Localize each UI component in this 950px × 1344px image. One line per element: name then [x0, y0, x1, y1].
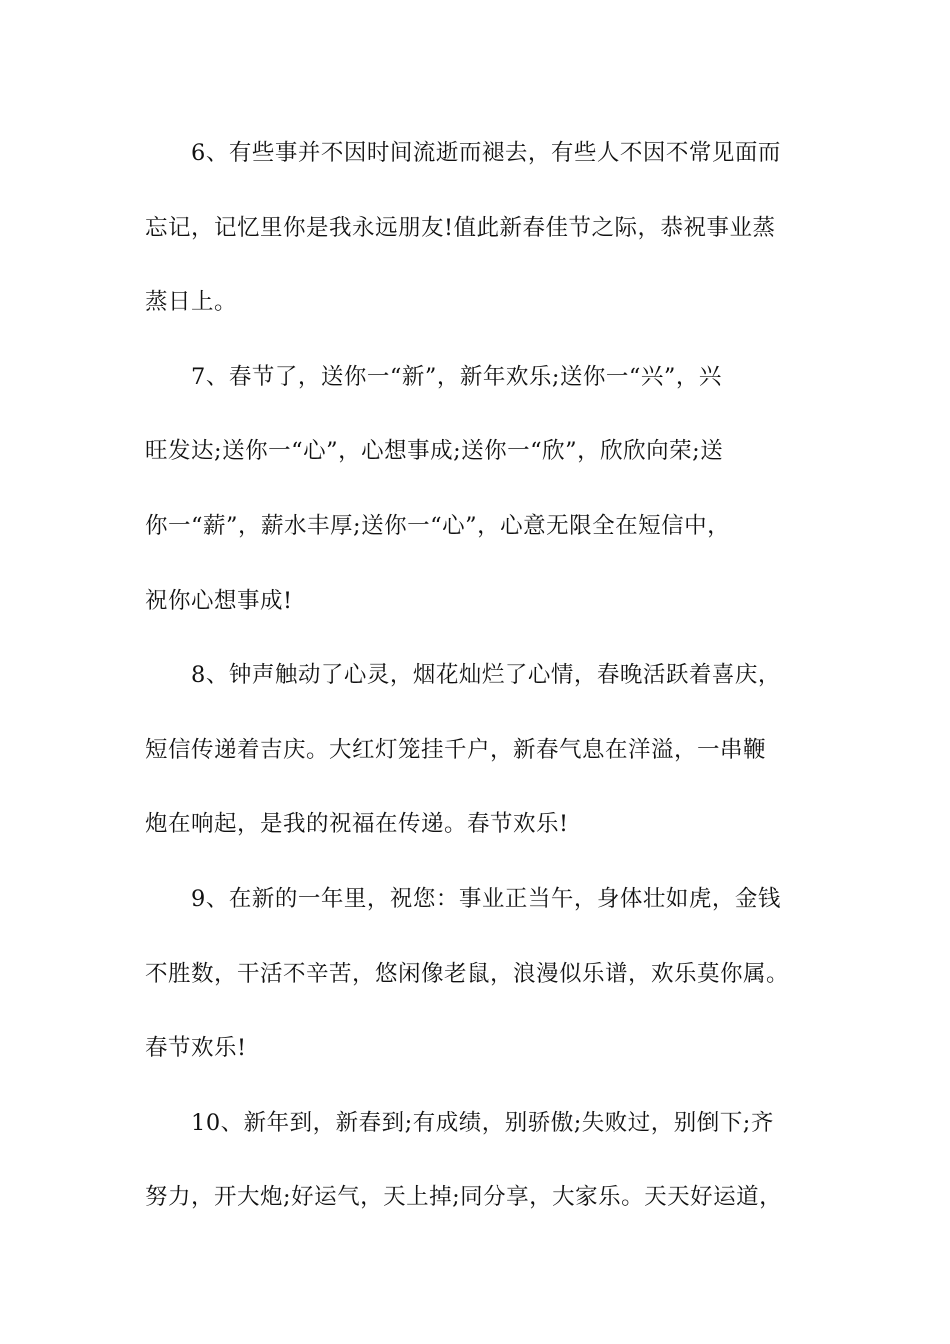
text-line: 6、有些事并不因时间流逝而褪去，有些人不因不常见面而 — [191, 140, 781, 166]
paragraph-10 — [145, 1086, 835, 1235]
text-line: 努力，开大炮;好运气，天上掉;同分享，大家乐。天天好运道， — [145, 1184, 783, 1211]
paragraph-6 — [145, 116, 835, 340]
paragraph-7 — [145, 340, 835, 638]
text-line: 祝你心想事成! — [145, 587, 293, 614]
text-line: 忘记，记忆里你是我永远朋友!值此新春佳节之际，恭祝事业蒸 — [145, 214, 776, 241]
text-line: 不胜数，干活不辛苦，悠闲像老鼠，浪漫似乐谱，欢乐莫你属。 — [145, 960, 790, 987]
text-line: 炮在响起，是我的祝福在传递。春节欢乐! — [145, 811, 569, 838]
text-line: 9、在新的一年里，祝您：事业正当午，身体壮如虎，金钱 — [191, 885, 781, 912]
text-line: 7、春节了，送你一“新”，新年欢乐;送你一“兴”，兴 — [191, 363, 722, 390]
text-line: 蒸日上。 — [145, 289, 238, 316]
text-line: 春节欢乐! — [145, 1035, 247, 1062]
text-line: 8、钟声触动了心灵，烟花灿烂了心情，春晚活跃着喜庆， — [191, 662, 781, 689]
text-line: 10、新年到，新春到;有成绩，别骄傲;失败过，别倒下;齐 — [191, 1109, 774, 1136]
paragraph-9 — [145, 862, 835, 1086]
text-line: 短信传递着吉庆。大红灯笼挂千户，新春气息在洋溢，一串鞭 — [145, 736, 767, 763]
paragraph-8 — [145, 638, 835, 862]
text-line: 你一“薪”，薪水丰厚;送你一“心”，心意无限全在短信中， — [145, 512, 731, 539]
text-line: 旺发达;送你一“心”，心想事成;送你一“欣”，欣欣向荣;送 — [145, 438, 724, 465]
document-body — [145, 116, 835, 1235]
